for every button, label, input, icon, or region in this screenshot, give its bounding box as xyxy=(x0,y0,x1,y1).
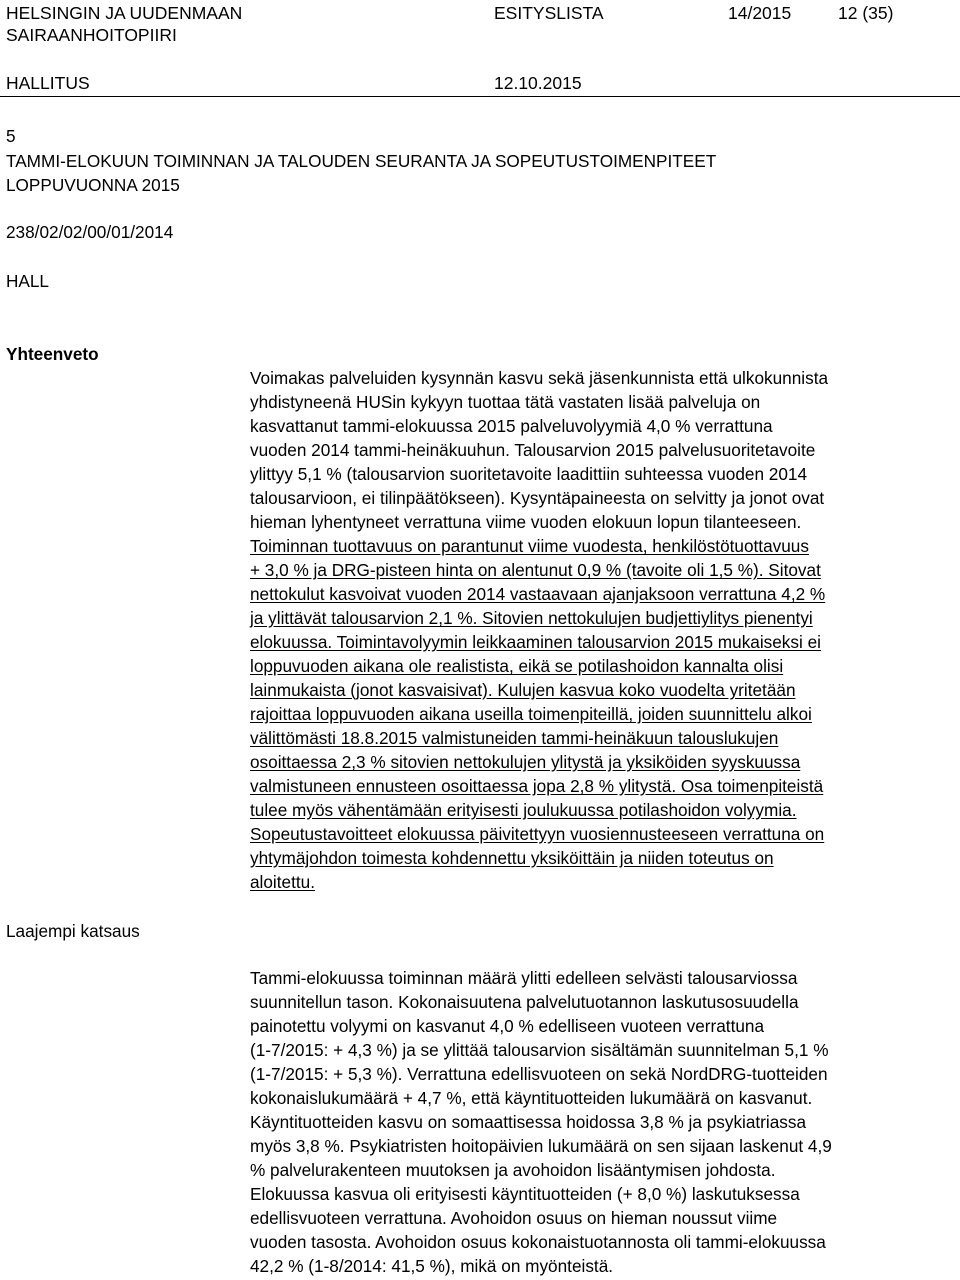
summary-line-underlined: Toiminnan tuottavuus on parantunut viime vuodesta, henkilöstötuottavuus xyxy=(250,536,809,556)
summary-line-underlined: rajoittaa loppuvuoden aikana useilla toimenpiteillä, joiden suunnittelu alkoi xyxy=(250,704,812,724)
summary-line: kasvattanut tammi-elokuussa 2015 palveluvolyymiä 4,0 % verrattuna xyxy=(250,416,773,436)
org-name-line1: HELSINGIN JA UUDENMAAN xyxy=(6,3,243,23)
summary-line-underlined: + 3,0 % ja DRG-pisteen hinta on alentunut 0,9 % (tavoite oli 1,5 %). Sitovat xyxy=(250,560,821,580)
summary-line: ylittyy 5,1 % (talousarvion suoritetavoite laadittiin suhteessa vuoden 2014 xyxy=(250,464,808,484)
detailed-line: vuoden tasosta. Avohoidon osuus kokonaistuotannosta oli tammi-elokuussa xyxy=(250,1232,826,1252)
detailed-heading: Laajempi katsaus xyxy=(6,921,140,941)
summary-line-underlined: loppuvuoden aikana ole realistista, eikä se potilashoidon kannalta olisi xyxy=(250,656,784,676)
page-number: 12 (35) xyxy=(838,3,894,23)
detailed-text xyxy=(250,966,956,1278)
summary-line-underlined: aloitettu. xyxy=(250,872,315,892)
detailed-line: 42,2 % (1-8/2014: 41,5 %), mikä on myönteistä. xyxy=(250,1256,614,1276)
detailed-line: painotettu volyymi on kasvanut 4,0 % edelliseen vuoteen verrattuna xyxy=(250,1016,765,1036)
summary-line-underlined: Sopeutustavoitteet elokuussa päivitettyyn vuosiennusteeseen verrattuna on xyxy=(250,824,825,844)
detailed-line: Tammi-elokuussa toiminnan määrä ylitti edelleen selvästi talousarviossa xyxy=(250,968,798,988)
document-type: ESITYSLISTA xyxy=(494,3,604,23)
summary-text xyxy=(250,366,956,894)
summary-line-underlined: ja ylittävät talousarvion 2,1 %. Sitovien nettokulujen budjettiylitys pienentyi xyxy=(250,608,813,628)
item-title-line2: LOPPUVUONNA 2015 xyxy=(6,175,180,195)
summary-line-underlined: valmistuneen ennusteen osoittaessa jopa 2,8 % ylitystä. Osa toimenpiteistä xyxy=(250,776,824,796)
summary-line-underlined: tulee myös vähentämään erityisesti joulukuussa potilashoidon volyymia. xyxy=(250,800,797,820)
summary-line-underlined: nettokulut kasvoivat vuoden 2014 vastaavaan ajanjaksoon verrattuna 4,2 % xyxy=(250,584,826,604)
detailed-line: Elokuussa kasvua oli erityisesti käyntituotteiden (+ 8,0 %) laskutuksessa xyxy=(250,1184,800,1204)
summary-line: yhdistyneenä HUSin kykyyn tuottaa tätä vastaten lisää palveluja on xyxy=(250,392,761,412)
summary-line: Voimakas palveluiden kysynnän kasvu sekä jäsenkunnista että ulkokunnista xyxy=(250,368,829,388)
meeting-date: 12.10.2015 xyxy=(494,73,582,93)
item-title-line1: TAMMI-ELOKUUN TOIMINNAN JA TALOUDEN SEURANTA JA SOPEUTUSTOIMENPITEET xyxy=(6,151,717,171)
summary-line: talousarvioon, ei tilinpäätökseen). Kysyntäpaineesta on selvitty ja jonot ovat xyxy=(250,488,825,508)
item-code: HALL xyxy=(6,271,49,291)
detailed-line: Käyntituotteiden kasvu on somaattisessa hoidossa 3,8 % ja psykiatriassa xyxy=(250,1112,807,1132)
detailed-line: myös 3,8 %. Psykiatristen hoitopäivien lukumäärä on sen sijaan laskenut 4,9 xyxy=(250,1136,832,1156)
item-number: 5 xyxy=(6,126,16,146)
summary-line-underlined: elokuussa. Toimintavolyymin leikkaaminen talousarvion 2015 mukaiseksi ei xyxy=(250,632,821,652)
org-name-line2: SAIRAANHOITOPIIRI xyxy=(6,25,177,45)
detailed-line: kokonaislukumäärä + 4,7 %, että käyntituotteiden lukumäärä on kasvanut. xyxy=(250,1088,813,1108)
detailed-line: % palvelurakenteen muutoksen ja avohoidon lisääntymisen johdosta. xyxy=(250,1160,776,1180)
summary-line: vuoden 2014 tammi-heinäkuuhun. Talousarvion 2015 palvelusuoritetavoite xyxy=(250,440,816,460)
summary-line: hieman lyhentyneet verrattuna viime vuoden elokuun lopun tilanteeseen. xyxy=(250,512,802,532)
summary-line-underlined: osoittaessa 2,3 % sitovien nettokulujen ylitystä ja yksiköiden syyskuussa xyxy=(250,752,801,772)
summary-line-underlined: lainmukaista (jonot kasvaisivat). Kulujen kasvua koko vuodelta yritetään xyxy=(250,680,796,700)
summary-line-underlined: yhtymäjohdon toimesta kohdennettu yksiköittäin ja niiden toteutus on xyxy=(250,848,774,868)
summary-heading: Yhteenveto xyxy=(6,344,99,364)
document-number: 14/2015 xyxy=(728,3,792,23)
detailed-line: (1-7/2015: + 5,3 %). Verrattuna edellisvuoteen on sekä NordDRG-tuotteiden xyxy=(250,1064,828,1084)
board-name: HALLITUS xyxy=(6,73,90,93)
detailed-line: suunnitellun tason. Kokonaisuutena palvelutuotannon laskutusosuudella xyxy=(250,992,799,1012)
detailed-line: edellisvuoteen verrattuna. Avohoidon osuus on hieman noussut viime xyxy=(250,1208,778,1228)
detailed-line: (1-7/2015: + 4,3 %) ja se ylittää talousarvion sisältämän suunnitelman 5,1 % xyxy=(250,1040,829,1060)
summary-line-underlined: välittömästi 18.8.2015 valmistuneiden tammi-heinäkuun talouslukujen xyxy=(250,728,779,748)
header-divider xyxy=(0,96,960,97)
reference-number: 238/02/02/00/01/2014 xyxy=(6,222,174,242)
